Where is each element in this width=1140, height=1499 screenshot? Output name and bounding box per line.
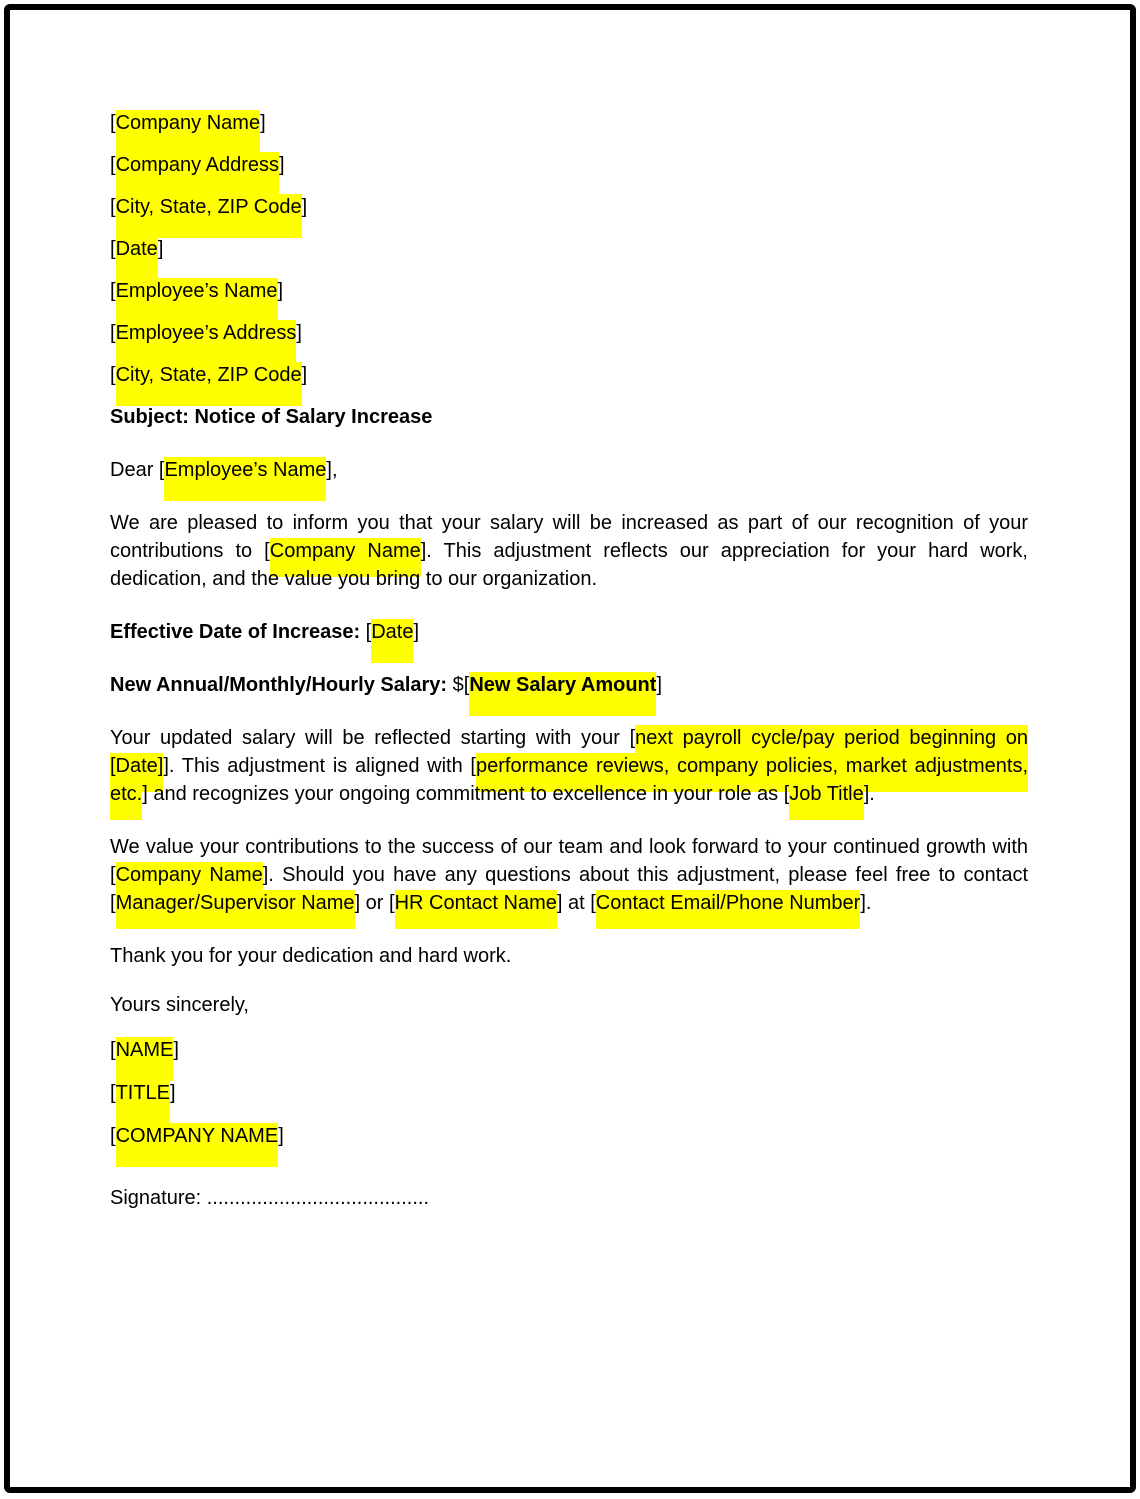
- text-segment: We value your contributions to the success of our team and look forward to your continued growth with [: [110, 836, 1028, 886]
- text-segment: ]. Should you have any questions about this adjustment, please feel free to contact [: [110, 864, 1028, 914]
- text-segment: We are pleased to inform you that your salary will be increased as part of our recognition of your contributions to [: [110, 512, 1028, 562]
- placeholder-highlight: Employee’s Name: [116, 278, 278, 322]
- text-segment: [: [110, 1039, 116, 1061]
- text-segment: ] and recognizes your ongoing commitment to excellence in your role as [: [142, 783, 790, 805]
- text-segment: ]: [301, 364, 308, 386]
- signer-company-line: [110, 1122, 1028, 1150]
- text-segment: Your updated salary will be reflected starting with your [: [110, 727, 636, 749]
- text-segment: ]: [278, 1125, 284, 1147]
- employee-address-line: [110, 319, 1028, 347]
- letter-body: [10, 10, 1130, 1212]
- text-segment: ]: [170, 1082, 176, 1104]
- employee-city-state-zip-line: [110, 361, 1028, 389]
- salutation-line: [110, 456, 1028, 484]
- placeholder-highlight: New Salary Amount: [469, 672, 656, 716]
- text-segment: ],: [326, 459, 338, 481]
- placeholder-highlight: performance reviews, company policies, market adjustments, etc.: [110, 753, 1028, 820]
- text-segment: [: [110, 1125, 116, 1147]
- text-segment: [: [110, 1082, 116, 1104]
- placeholder-highlight: HR Contact Name: [395, 890, 557, 929]
- salary-details-paragraph: [110, 724, 1028, 808]
- placeholder-highlight: Company Name: [116, 110, 261, 154]
- text-segment: [: [110, 112, 116, 134]
- effective-date-line: [110, 618, 1028, 646]
- placeholder-highlight: Company Name: [270, 538, 421, 577]
- text-segment: [: [360, 621, 372, 643]
- signer-title-line: [110, 1079, 1028, 1107]
- placeholder-highlight: next payroll cycle/pay period beginning on [Date]: [110, 725, 1028, 792]
- text-segment: ] at [: [556, 892, 596, 914]
- placeholder-highlight: TITLE: [116, 1080, 170, 1124]
- text-segment: ]. This adjustment is aligned with [: [163, 755, 476, 777]
- text-segment: Effective Date of Increase:: [110, 621, 361, 643]
- employee-name-line: [110, 277, 1028, 305]
- subject-line: [110, 403, 1028, 431]
- placeholder-highlight: Date: [371, 619, 413, 663]
- company-name-line: [110, 109, 1028, 137]
- new-salary-line: [110, 671, 1028, 699]
- text-segment: [: [110, 364, 116, 386]
- text-segment: ].: [860, 892, 872, 914]
- signoff-line: [110, 991, 1028, 1019]
- text-segment: ].: [863, 783, 875, 805]
- text-segment: ]: [157, 238, 164, 260]
- placeholder-highlight: Employee’s Name: [164, 457, 326, 501]
- text-segment: $[: [447, 674, 470, 696]
- text-segment: [: [110, 280, 116, 302]
- page-border: [4, 4, 1136, 1493]
- text-segment: ........................................: [206, 1187, 429, 1209]
- text-segment: ]: [301, 196, 308, 218]
- intro-paragraph: [110, 509, 1028, 593]
- text-segment: Thank you for your dedication and hard work.: [110, 945, 512, 967]
- placeholder-highlight: Employee’s Address: [116, 320, 297, 364]
- placeholder-highlight: Contact Email/Phone Number: [596, 890, 861, 929]
- contact-paragraph: [110, 833, 1028, 917]
- placeholder-highlight: NAME: [116, 1037, 174, 1081]
- company-city-state-zip-line: [110, 193, 1028, 221]
- text-segment: ]: [260, 112, 266, 134]
- text-segment: ]: [656, 674, 662, 696]
- text-segment: ]: [413, 621, 420, 643]
- text-segment: ]: [173, 1039, 179, 1061]
- placeholder-highlight: City, State, ZIP Code: [116, 194, 302, 238]
- company-address-line: [110, 151, 1028, 179]
- text-segment: Subject: Notice of Salary Increase: [110, 406, 433, 428]
- text-segment: ]: [296, 322, 302, 344]
- placeholder-highlight: City, State, ZIP Code: [116, 362, 302, 406]
- text-segment: [: [110, 196, 116, 218]
- placeholder-highlight: Company Address: [116, 152, 279, 196]
- text-segment: ]: [277, 280, 284, 302]
- text-segment: New Annual/Monthly/Hourly Salary:: [110, 674, 448, 696]
- signature-line: [110, 1184, 1028, 1212]
- placeholder-highlight: Manager/Supervisor Name: [116, 890, 355, 929]
- placeholder-highlight: Job Title: [789, 781, 863, 820]
- text-segment: Yours sincerely,: [110, 994, 249, 1016]
- text-segment: ]: [278, 154, 285, 176]
- text-segment: ]. This adjustment reflects our appreciation for your hard work, dedication, and the value you bring to our organization.: [110, 540, 1028, 590]
- text-segment: Signature:: [110, 1187, 207, 1209]
- placeholder-highlight: Company Name: [116, 862, 263, 901]
- text-segment: [: [110, 322, 116, 344]
- placeholder-highlight: COMPANY NAME: [116, 1123, 279, 1167]
- text-segment: ] or [: [354, 892, 395, 914]
- text-segment: [: [110, 154, 116, 176]
- date-line: [110, 235, 1028, 263]
- text-segment: Dear [: [110, 459, 165, 481]
- text-segment: [: [110, 238, 116, 260]
- thanks-line: [110, 942, 1028, 970]
- signer-name-line: [110, 1036, 1028, 1064]
- placeholder-highlight: Date: [116, 236, 158, 280]
